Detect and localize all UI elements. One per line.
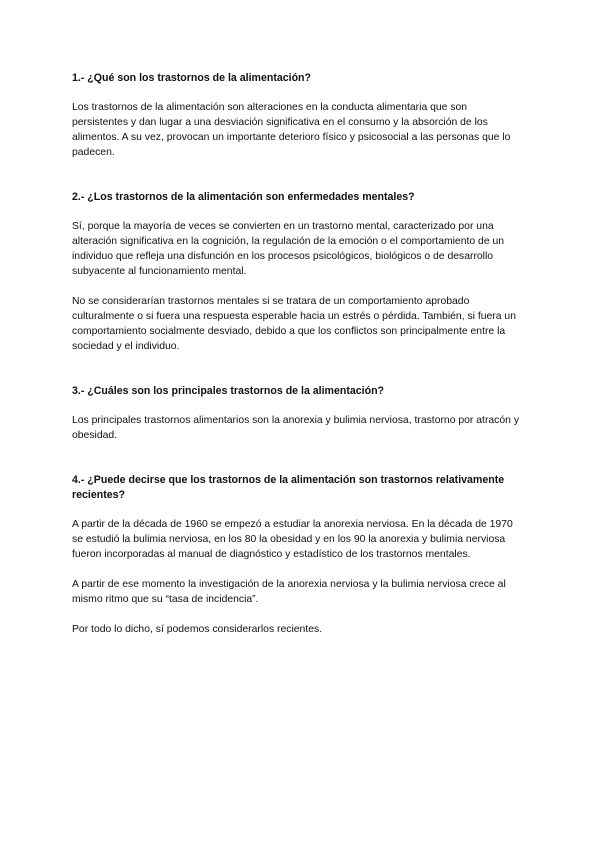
section-2 xyxy=(72,190,522,354)
section-4-paragraph-2: A partir de ese momento la investigación de la anorexia nerviosa y la bulimia nerviosa crece al mismo ritmo que su “tasa de incidencia”. xyxy=(72,579,506,605)
section-2-paragraph-1: Sí, porque la mayoría de veces se convierten en un trastorno mental, caracterizado por una alteración significativa en la cognición, la regulación de la emoción o el comportamiento de un individuo que refleja una disfunción en los procesos psicológicos, biológicos o de desarrollo subyacente al funcionamiento mental. xyxy=(72,221,505,277)
section-4-heading: 4.- ¿Puede decirse que los trastornos de la alimentación son trastornos relativamente recientes? xyxy=(72,474,505,501)
section-3-heading: 3.- ¿Cuáles son los principales trastornos de la alimentación? xyxy=(72,385,385,397)
section-1-paragraph-1: Los trastornos de la alimentación son alteraciones en la conducta alimentaria que son persistentes y dan lugar a una desviación significativa en el consumo y la absorción de los alimentos. A su vez, provocan un importante deterioro físico y psicosocial a las personas que lo padecen. xyxy=(72,102,511,158)
section-3 xyxy=(72,384,522,443)
section-4-paragraph-1: A partir de la década de 1960 se empezó a estudiar la anorexia nerviosa. En la década de 1970 se estudió la bulimia nerviosa, en los 80 la obesidad y en los 90 la anorexia y bulimia nerviosa fueron incorporadas al manual de diagnóstico y estadístico de los trastornos mentales. xyxy=(72,519,513,560)
section-3-paragraph-1: Los principales trastornos alimentarios son la anorexia y bulimia nerviosa, trastorno por atracón y obesidad. xyxy=(72,415,520,441)
section-2-heading: 2.- ¿Los trastornos de la alimentación son enfermedades mentales? xyxy=(72,191,415,203)
section-1-heading: 1.- ¿Qué son los trastornos de la alimentación? xyxy=(72,72,311,84)
section-2-paragraph-2: No se considerarían trastornos mentales si se tratara de un comportamiento aprobado culturalmente o si fuera una respuesta esperable hacia un estrés o pérdida. También, si fuera un comportamiento socialmente desviado, debido a que los conflictos son principalmente entre la sociedad y el individuo. xyxy=(72,296,516,352)
section-4 xyxy=(72,473,522,637)
section-4-paragraph-3: Por todo lo dicho, sí podemos considerarlos recientes. xyxy=(72,624,323,635)
section-1 xyxy=(72,71,522,160)
